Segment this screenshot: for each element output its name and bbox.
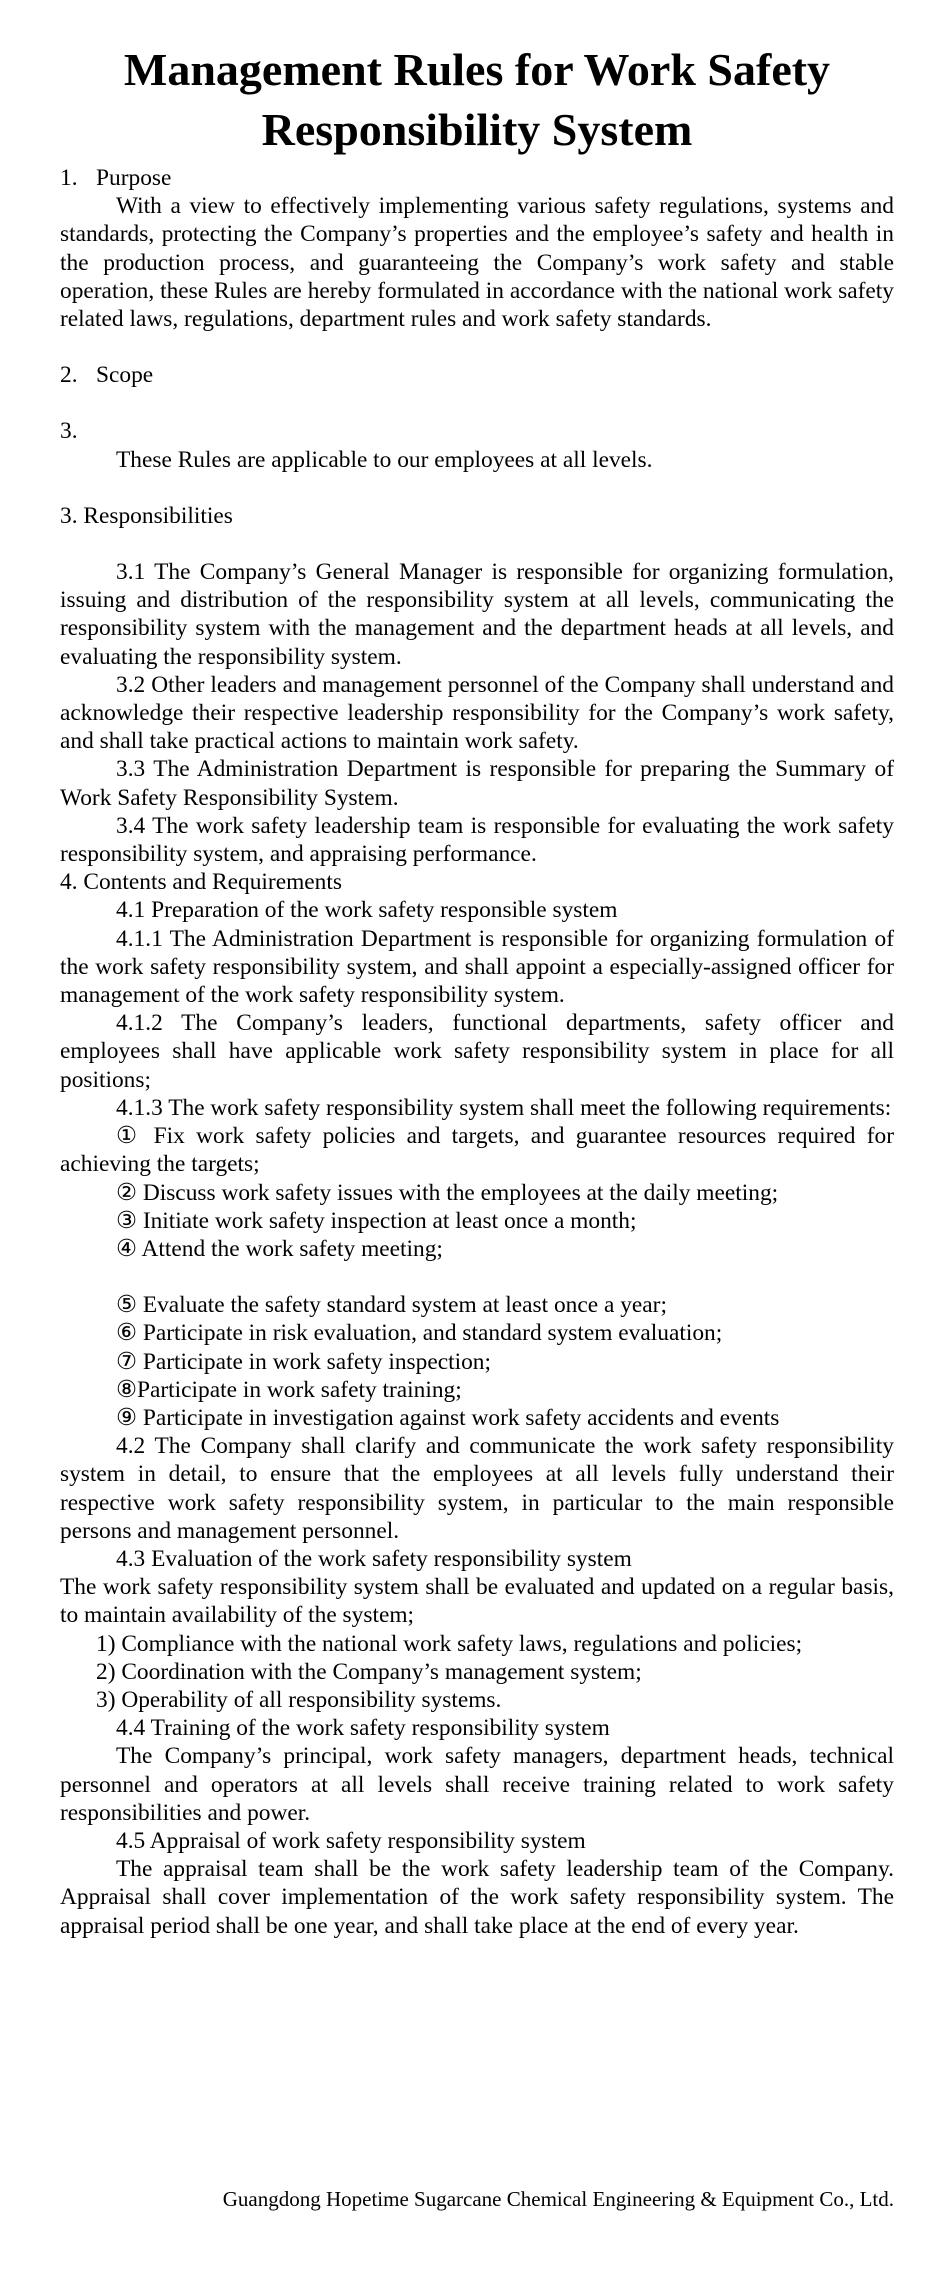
paragraph-4-4: 4.4 Training of the work safety responsibility system xyxy=(116,1715,610,1742)
evaluation-item: 1) Compliance with the national work safety laws, regulations and policies; xyxy=(96,1630,803,1657)
paragraph-4-2: 4.2 The Company shall clarify and communicate the work safety responsibility system in detail, to ensure that the employees at all levels fully understand their respective work safety responsibility system, in particular to the main responsible persons and management personnel. xyxy=(60,1433,894,1544)
requirement-item: ⑧Participate in work safety training; xyxy=(116,1376,462,1403)
company-footer: Guangdong Hopetime Sugarcane Chemical Engineering & Equipment Co., Ltd. xyxy=(222,2187,894,2211)
paragraph-4-3-text: The work safety responsibility system shall be evaluated and updated on a regular basis, to maintain availability of the system; xyxy=(60,1574,894,1629)
section-4-heading: 4. Contents and Requirements xyxy=(60,869,342,896)
paragraph-3-3: 3.3 The Administration Department is responsible for preparing the Summary of Work Safety Responsibility System. xyxy=(60,756,894,811)
paragraph-4-5: 4.5 Appraisal of work safety responsibility system xyxy=(116,1827,586,1854)
requirement-item: ③ Initiate work safety inspection at least once a month; xyxy=(116,1207,637,1234)
section-3-number-stray: 3. xyxy=(60,418,78,445)
document-body xyxy=(60,164,894,1940)
paragraph-3-4: 3.4 The work safety leadership team is responsible for evaluating the work safety responsibility system, and appraising performance. xyxy=(60,812,894,868)
requirement-item: ② Discuss work safety issues with the employees at the daily meeting; xyxy=(116,1179,779,1206)
section-1-heading xyxy=(60,164,894,192)
requirement-item: ⑦ Participate in work safety inspection; xyxy=(116,1348,491,1375)
paragraph-4-1-3: 4.1.3 The work safety responsibility system shall meet the following requirements: xyxy=(116,1094,892,1121)
paragraph-4-1: 4.1 Preparation of the work safety responsible system xyxy=(116,897,618,924)
requirement-item: ④ Attend the work safety meeting; xyxy=(116,1235,443,1262)
document-title: Management Rules for Work Safety Responsibility System xyxy=(123,44,831,155)
requirement-item: ⑤ Evaluate the safety standard system at least once a year; xyxy=(116,1292,667,1319)
section-title: Purpose xyxy=(96,165,172,191)
section-1-text: With a view to effectively implementing various safety regulations, systems and standards, protecting the Company’s properties and the employee’s safety and health in the production process, and guaranteeing the Company’s work safety and stable operation, these Rules are hereby formulated in accordance with the national work safety related laws, regulations, department rules and work safety standards. xyxy=(60,193,894,333)
paragraph-4-1-2: 4.1.2 The Company’s leaders, functional departments, safety officer and employees shall have applicable work safety responsibility system in place for all positions; xyxy=(60,1010,894,1093)
paragraph-4-4-text: The Company’s principal, work safety managers, department heads, technical personnel and operators at all levels shall receive training related to work safety responsibilities and power. xyxy=(60,1743,894,1826)
paragraph-4-5-text: The appraisal team shall be the work safety leadership team of the Company. Appraisal shall cover implementation of the work safety responsibility system. The appraisal period shall be one year, and shall take place at the end of every year. xyxy=(60,1856,894,1939)
evaluation-item: 3) Operability of all responsibility systems. xyxy=(96,1686,502,1713)
paragraph-3-2: 3.2 Other leaders and management personnel of the Company shall understand and acknowledge their respective leadership responsibility for the Company’s work safety, and shall take practical actions to maintain work safety. xyxy=(60,671,894,755)
section-2-text: These Rules are applicable to our employees at all levels. xyxy=(116,446,653,473)
evaluation-item: 2) Coordination with the Company’s management system; xyxy=(96,1658,642,1685)
section-3-heading: 3. Responsibilities xyxy=(60,502,233,529)
requirement-item: ① Fix work safety policies and targets, and guarantee resources required for achieving the targets; xyxy=(60,1123,894,1178)
section-number: 1. xyxy=(60,165,78,191)
paragraph-4-1-1: 4.1.1 The Administration Department is responsible for organizing formulation of the work safety responsibility system, and shall appoint a especially-assigned officer for management of the work safety responsibility system. xyxy=(60,925,894,1009)
paragraph-3-1: 3.1 The Company’s General Manager is responsible for organizing formulation, issuing and distribution of the responsibility system at all levels, communicating the responsibility system with the management and the department heads at all levels, and evaluating the responsibility system. xyxy=(60,559,894,670)
section-title: Scope xyxy=(96,362,154,389)
paragraph-4-3: 4.3 Evaluation of the work safety responsibility system xyxy=(116,1545,632,1572)
section-number: 2. xyxy=(60,362,78,389)
section-2-heading xyxy=(60,361,894,389)
requirement-item: ⑥ Participate in risk evaluation, and standard system evaluation; xyxy=(116,1320,723,1347)
requirement-item: ⑨ Participate in investigation against work safety accidents and events xyxy=(116,1404,780,1431)
